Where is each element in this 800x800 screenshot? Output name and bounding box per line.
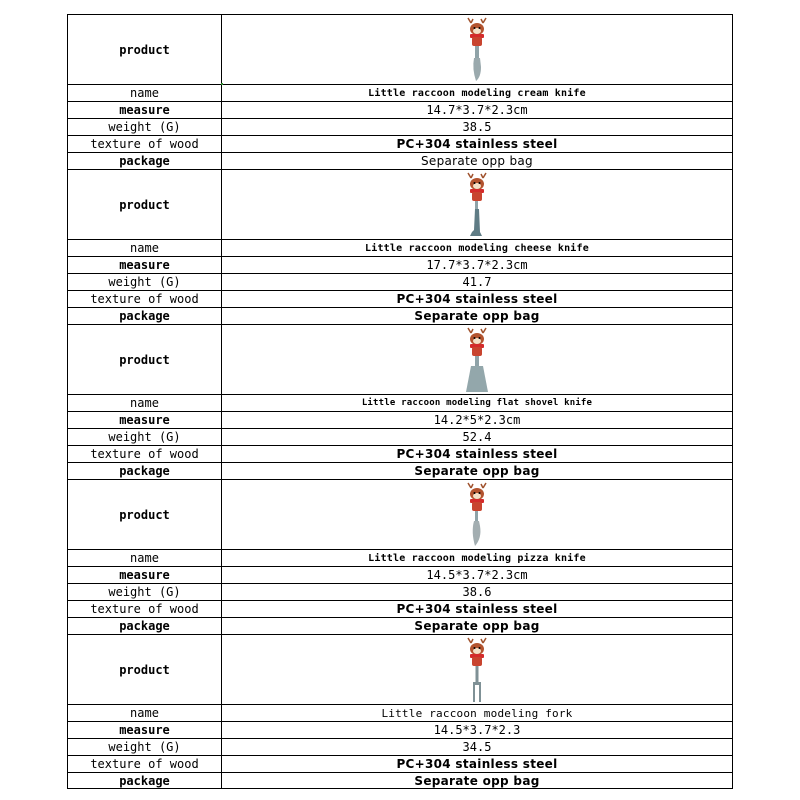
texture-row (67, 445, 733, 462)
measure-row (67, 411, 733, 428)
texture-row (67, 135, 733, 152)
weight-value: 34.5 (462, 740, 492, 754)
cheese-knife-icon (462, 172, 492, 238)
product-name: Little raccoon modeling pizza knife (368, 552, 586, 564)
measure-row (67, 721, 733, 738)
name-label: name (68, 240, 222, 256)
name-row (67, 704, 733, 721)
texture-row (67, 290, 733, 307)
product-label: product (68, 170, 222, 239)
texture-label: texture of wood (68, 446, 222, 462)
texture-label: texture of wood (68, 136, 222, 152)
package-row (67, 152, 733, 169)
weight-row (67, 118, 733, 135)
weight-label: weight (G) (68, 739, 222, 755)
measure-row (67, 256, 733, 273)
product-image-cell (222, 170, 732, 239)
product-image-cell (222, 15, 732, 84)
product-label: product (68, 15, 222, 84)
product-row (67, 14, 733, 84)
weight-label: weight (G) (68, 584, 222, 600)
pizza-knife-icon (462, 482, 492, 548)
package-label: package (68, 618, 222, 634)
product-name: Little raccoon modeling fork (381, 706, 573, 720)
product-row (67, 324, 733, 394)
name-label: name (130, 86, 159, 100)
name-label: name (68, 705, 222, 721)
name-row (67, 239, 733, 256)
package-row (67, 617, 733, 634)
fork-icon (462, 637, 492, 703)
weight-row (67, 273, 733, 290)
package-row (67, 462, 733, 479)
product-name: Little raccoon modeling cream knife (368, 87, 586, 99)
measure-label: measure (68, 257, 222, 273)
weight-value: 41.7 (462, 275, 492, 289)
texture-row (67, 755, 733, 772)
texture-label: texture of wood (68, 756, 222, 772)
name-label: name (68, 550, 222, 566)
weight-label: weight (G) (68, 119, 222, 135)
flat-shovel-knife-icon (457, 327, 497, 393)
product-row (67, 169, 733, 239)
product-spec-table (67, 14, 733, 789)
product-name: Little raccoon modeling flat shovel knife (361, 398, 593, 408)
product-row (67, 634, 733, 704)
product-label: product (68, 480, 222, 549)
product-row (67, 479, 733, 549)
measure-value: 14.7*3.7*2.3cm (426, 103, 528, 117)
measure-label: measure (68, 412, 222, 428)
measure-label: measure (68, 102, 222, 118)
package-value: Separate opp bag (421, 154, 533, 168)
texture-value: PC+304 stainless steel (396, 757, 558, 771)
measure-value: 14.5*3.7*2.3 (433, 723, 521, 737)
texture-value: PC+304 stainless steel (396, 292, 558, 306)
weight-row (67, 738, 733, 755)
measure-label: measure (68, 722, 222, 738)
weight-value: 38.5 (462, 120, 492, 134)
package-label: package (68, 463, 222, 479)
package-row (67, 307, 733, 324)
texture-label: texture of wood (68, 291, 222, 307)
measure-label: measure (68, 567, 222, 583)
corner-mark (221, 83, 223, 85)
weight-value: 52.4 (462, 430, 492, 444)
name-row (67, 84, 733, 101)
measure-row (67, 101, 733, 118)
product-image-cell (222, 635, 732, 704)
weight-label: weight (G) (68, 274, 222, 290)
measure-value: 14.2*5*2.3cm (433, 413, 521, 427)
package-value: Separate opp bag (414, 309, 540, 323)
product-image-cell (222, 325, 732, 394)
name-row (67, 394, 733, 411)
package-value: Separate opp bag (414, 619, 540, 633)
weight-row (67, 428, 733, 445)
package-row (67, 772, 733, 789)
package-value: Separate opp bag (414, 464, 540, 478)
texture-value: PC+304 stainless steel (396, 447, 558, 461)
weight-row (67, 583, 733, 600)
product-label: product (68, 325, 222, 394)
name-row (67, 549, 733, 566)
weight-label: weight (G) (68, 429, 222, 445)
measure-value: 17.7*3.7*2.3cm (426, 258, 528, 272)
product-image-cell (222, 480, 732, 549)
texture-row (67, 600, 733, 617)
weight-value: 38.6 (462, 585, 492, 599)
package-label: package (68, 773, 222, 788)
measure-value: 14.5*3.7*2.3cm (426, 568, 528, 582)
name-label: name (68, 395, 222, 411)
product-label: product (68, 635, 222, 704)
measure-row (67, 566, 733, 583)
package-value: Separate opp bag (414, 773, 540, 788)
texture-label: texture of wood (68, 601, 222, 617)
texture-value: PC+304 stainless steel (396, 602, 558, 616)
texture-value: PC+304 stainless steel (396, 137, 558, 151)
cream-knife-icon (462, 17, 492, 83)
product-name: Little raccoon modeling cheese knife (365, 242, 589, 254)
package-label: package (68, 153, 222, 169)
package-label: package (68, 308, 222, 324)
